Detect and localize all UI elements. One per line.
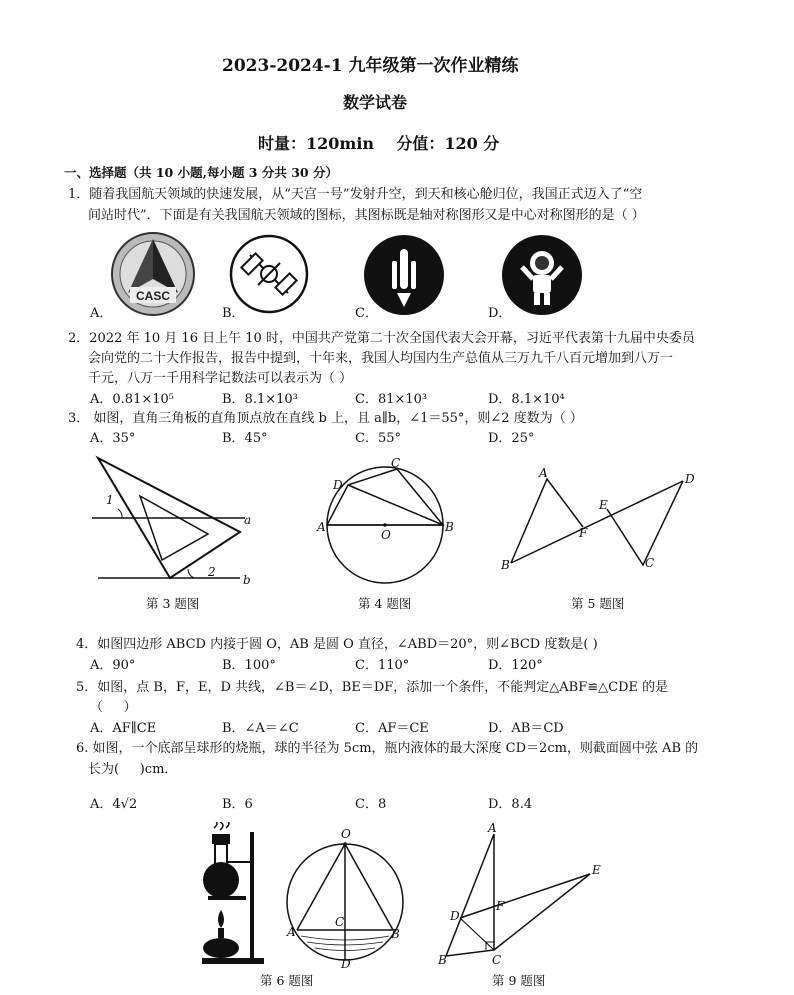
q4-option-a: A．90° xyxy=(90,658,136,673)
q5-line2: （ ） xyxy=(90,700,137,715)
q6-line2: 长为( )cm． xyxy=(88,762,178,777)
fig5-label-d: D xyxy=(685,472,695,486)
fig6-label-c: C xyxy=(335,915,345,929)
fig9-label-b: B xyxy=(438,953,447,967)
fig4-label-c: C xyxy=(391,456,401,470)
fig3-label-b: b xyxy=(243,573,251,587)
casc-logo-icon xyxy=(110,231,196,317)
fig6-label-o: O xyxy=(341,827,351,841)
flask-illustration-icon xyxy=(192,822,274,968)
q6-option-c: C．8 xyxy=(355,797,387,812)
q6-line1: 6. 如图，一个底部呈球形的烧瓶，球的半径为 5cm，瓶内液体的最大深度 CD＝2cm，则截面圆中弦 AB 的 xyxy=(76,741,699,756)
q2-option-a: A．0.81×10⁵ xyxy=(90,392,174,407)
fig5-label-f: F xyxy=(579,526,588,540)
q5-option-d: D．AB＝CD xyxy=(488,721,564,736)
q1-option-a: A． xyxy=(90,306,113,321)
fig3-label-2: 2 xyxy=(208,565,216,579)
q2-option-c: C．81×10³ xyxy=(355,392,428,407)
q4-line1: 4．如图四边形 ABCD 内接于圆 O，AB 是圆 O 直径，∠ABD＝20°，则∠BCD 度数是( ) xyxy=(76,637,598,652)
fig5-label-c: C xyxy=(645,556,655,570)
q3-option-d: D．25° xyxy=(488,431,535,446)
paper-title: 2023-2024-1 九年级第一次作业精练 xyxy=(222,56,519,76)
q3-option-b: B．45° xyxy=(222,431,268,446)
fig6-label-b: B xyxy=(391,927,400,941)
q6-option-d: D．8.4 xyxy=(488,797,533,812)
q4-option-d: D．120° xyxy=(488,658,543,673)
rocket-icon xyxy=(362,233,446,317)
section-heading: 一、选择题（共 10 小题,每小题 3 分共 30 分） xyxy=(64,165,338,180)
fig5-caption: 第 5 题图 xyxy=(571,596,625,611)
astronaut-icon xyxy=(500,233,584,317)
paper-subject: 数学试卷 xyxy=(343,93,408,112)
figure-6 xyxy=(285,822,405,970)
q2-option-d: D．8.1×10⁴ xyxy=(488,392,565,407)
q4-option-c: C．110° xyxy=(355,658,410,673)
fig3-label-a: a xyxy=(244,513,252,527)
q1-line2: 间站时代”．下面是有关我国航天领域的图标，其图标既是轴对称图形又是中心对称图形的是（ ） xyxy=(88,208,645,223)
fig6-label-a: A xyxy=(287,925,296,939)
figure-9 xyxy=(430,822,610,967)
fig4-label-d: D xyxy=(333,478,343,492)
fig5-label-e: E xyxy=(599,498,608,512)
q1-option-b: B． xyxy=(222,306,245,321)
q5-line1: 5．如图，点 B，F，E，D 共线，∠B＝∠D，BE＝DF，添加一个条件，不能判定△ABF≌△CDE 的是 xyxy=(76,680,669,695)
fig9-label-a: A xyxy=(488,822,497,835)
fig9-label-c: C xyxy=(492,953,502,967)
satellite-icon xyxy=(228,233,310,315)
figure-4 xyxy=(315,455,465,593)
q5-option-b: B．∠A＝∠C xyxy=(222,721,299,736)
fig6-caption: 第 6 题图 xyxy=(260,973,314,988)
fig4-caption: 第 4 题图 xyxy=(358,596,412,611)
fig3-caption: 第 3 题图 xyxy=(146,596,200,611)
fig4-label-o: O xyxy=(381,528,391,542)
q2-option-b: B．8.1×10³ xyxy=(222,392,298,407)
q2-line1: 2．2022 年 10 月 16 日上午 10 时，中国共产党第二十次全国代表大会开幕，习近平代表第十九届中央委员 xyxy=(68,331,695,346)
q1-option-d: D． xyxy=(488,306,512,321)
q2-line2: 会向党的二十大作报告，报告中提到，十年来，我国人均国内生产总值从三万九千八百元增加到八万一 xyxy=(88,351,674,366)
figure-5 xyxy=(495,465,705,577)
fig9-label-e: E xyxy=(592,863,601,877)
fig9-label-d: D xyxy=(450,909,460,923)
fig5-label-b: B xyxy=(501,558,510,572)
q4-option-b: B．100° xyxy=(222,658,276,673)
q3-option-a: A．35° xyxy=(90,431,136,446)
q3-line1: 3． 如图，直角三角板的直角顶点放在直线 b 上，且 a∥b，∠1＝55°，则∠2 度数为（ ） xyxy=(68,411,583,426)
q6-option-b: B．6 xyxy=(222,797,253,812)
fig9-label-f: F xyxy=(496,899,505,913)
q3-option-c: C．55° xyxy=(355,431,401,446)
q1-option-c: C． xyxy=(355,306,378,321)
fig4-label-b: B xyxy=(445,520,454,534)
paper-meta: 时量：120min 分值：120 分 xyxy=(258,134,500,153)
q5-option-a: A．AF∥CE xyxy=(90,721,157,736)
fig4-label-a: A xyxy=(317,520,326,534)
figure-3 xyxy=(90,452,265,590)
q1-line1: 1．随着我国航天领域的快速发展，从“天宫一号”发射升空，到天和核心舱归位，我国正式迈入了“空 xyxy=(68,187,643,202)
q2-line3: 千元，八万一千用科学记数法可以表示为（ ） xyxy=(88,371,353,386)
q5-option-c: C．AF＝CE xyxy=(355,721,429,736)
q6-option-a: A．4√2 xyxy=(90,797,138,812)
fig9-caption: 第 9 题图 xyxy=(492,973,546,988)
casc-text: CASC xyxy=(135,289,171,303)
fig6-label-d: D xyxy=(341,957,351,970)
fig5-label-a: A xyxy=(539,466,548,480)
fig3-label-1: 1 xyxy=(106,493,114,507)
